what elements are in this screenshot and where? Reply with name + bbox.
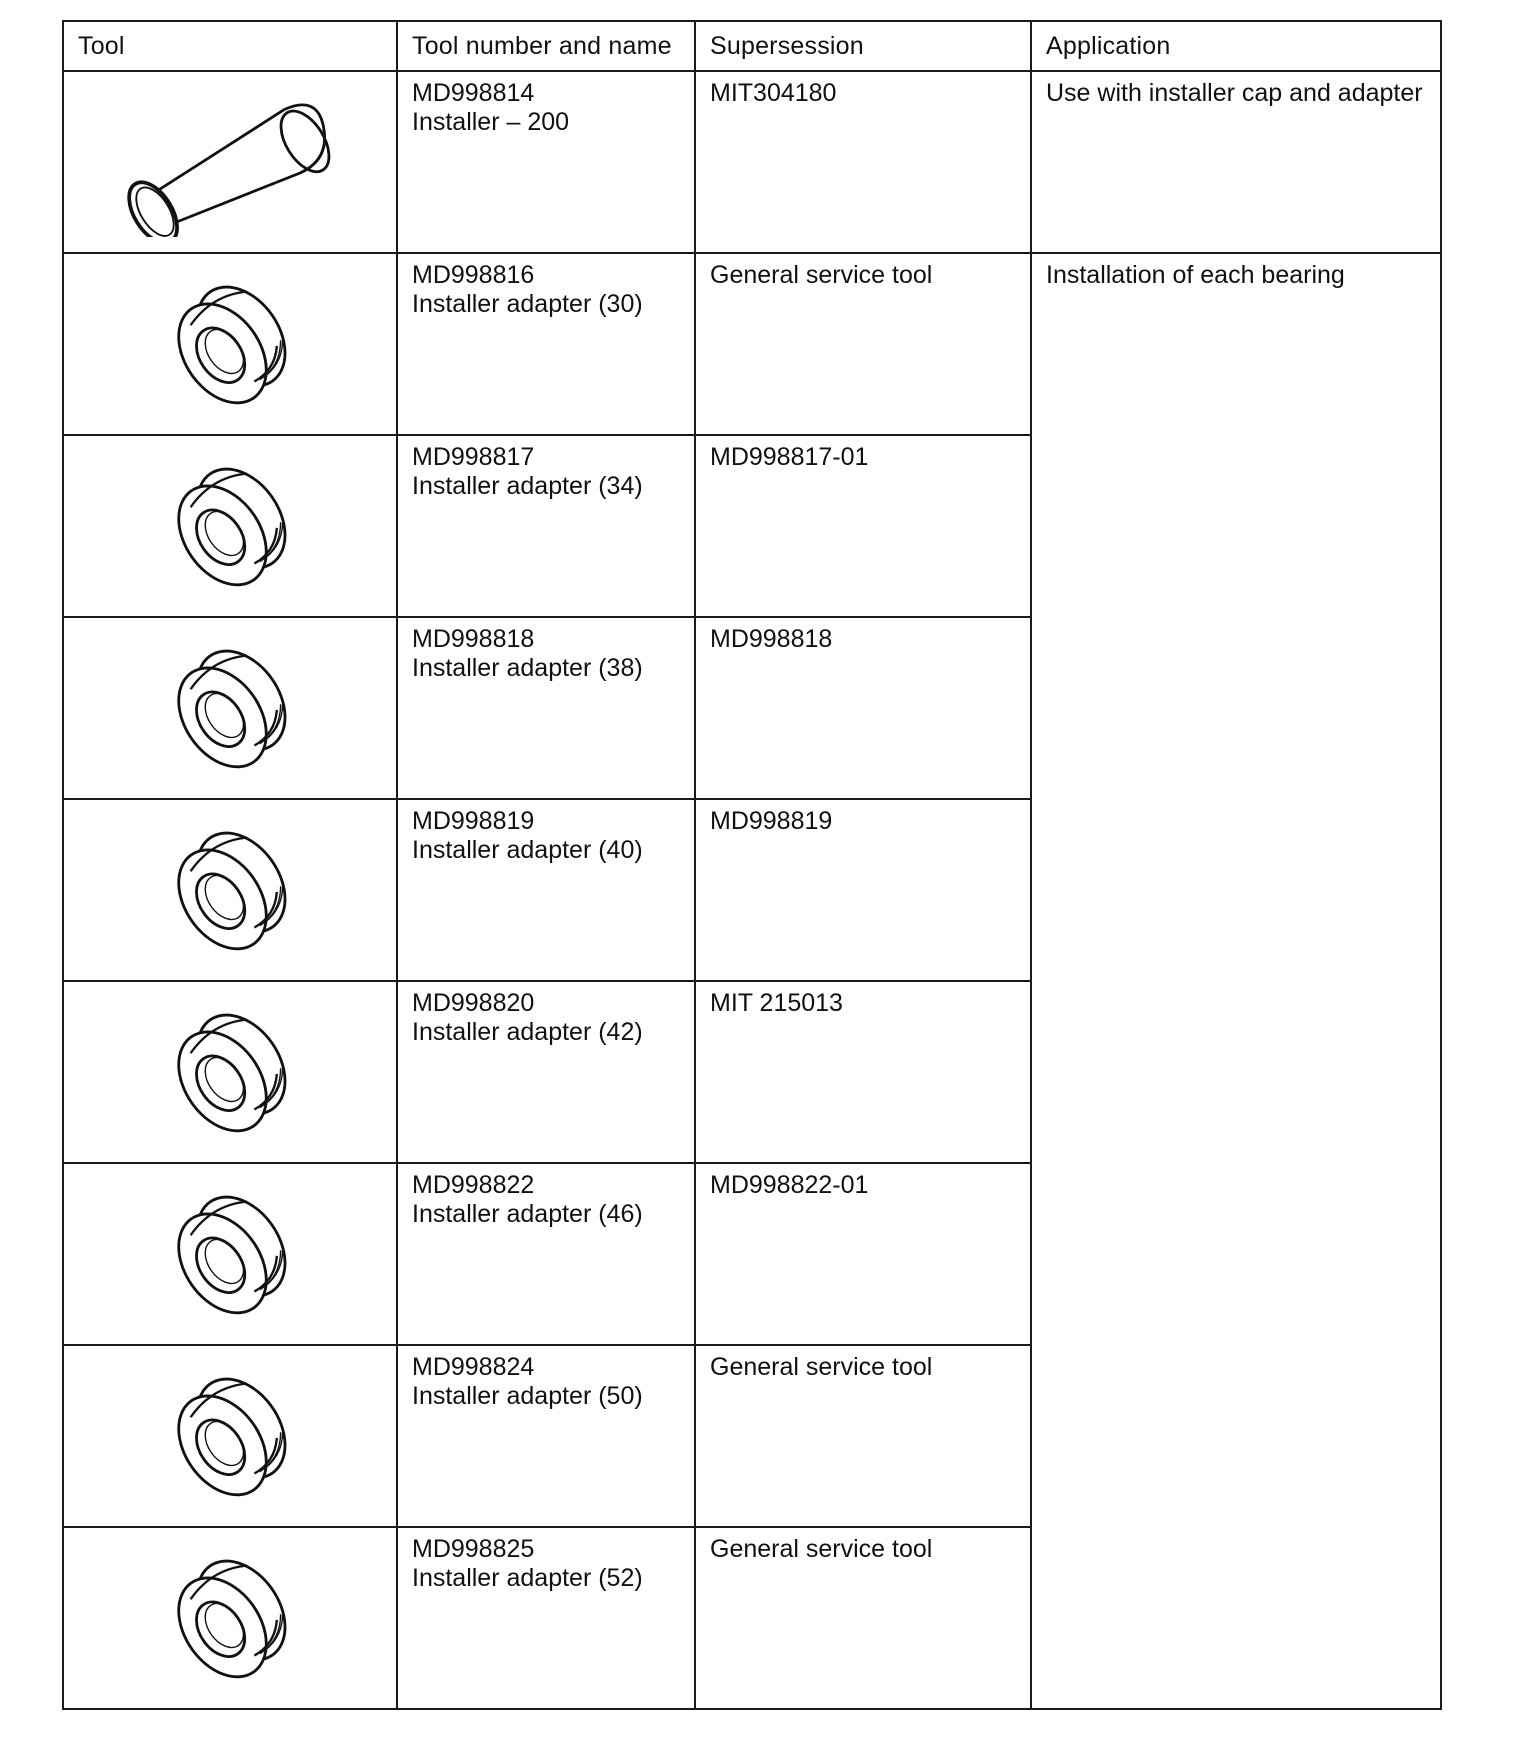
header-supersession: Supersession — [695, 21, 1031, 71]
supersession-cell: MD998822-01 — [695, 1163, 1031, 1345]
application-cell: Installation of each bearing — [1031, 253, 1441, 1709]
tool-illustration-cell — [63, 1163, 397, 1345]
table-row — [63, 253, 1441, 435]
special-tools-table — [62, 20, 1442, 1710]
tool-number: MD998822 — [412, 1171, 535, 1199]
installer-cylinder-icon — [115, 87, 345, 237]
tool-number-and-name-cell — [397, 617, 695, 799]
tool-name: Installer adapter (46) — [412, 1200, 643, 1228]
tool-number-and-name-cell — [397, 1163, 695, 1345]
tool-illustration-cell — [63, 1527, 397, 1709]
installer-adapter-ring-icon — [155, 1179, 305, 1329]
tool-illustration-cell — [63, 981, 397, 1163]
tool-illustration-cell — [63, 617, 397, 799]
supersession-cell: MD998819 — [695, 799, 1031, 981]
tool-number: MD998814 — [412, 79, 535, 107]
tool-name: Installer adapter (34) — [412, 472, 643, 500]
tool-illustration-cell — [63, 435, 397, 617]
tool-name: Installer adapter (52) — [412, 1564, 643, 1592]
tool-number-and-name-cell — [397, 253, 695, 435]
tool-number-and-name-cell — [397, 435, 695, 617]
tool-illustration-cell — [63, 1345, 397, 1527]
header-tool-number-and-name: Tool number and name — [397, 21, 695, 71]
installer-adapter-ring-icon — [155, 269, 305, 419]
special-tools-sheet — [62, 20, 1440, 1710]
installer-adapter-ring-icon — [155, 815, 305, 965]
supersession-cell: MD998817-01 — [695, 435, 1031, 617]
tool-number: MD998816 — [412, 261, 535, 289]
installer-adapter-ring-icon — [155, 1543, 305, 1693]
tool-number: MD998825 — [412, 1535, 535, 1563]
tool-number: MD998817 — [412, 443, 535, 471]
tool-number-and-name-cell — [397, 1345, 695, 1527]
supersession-cell: MIT304180 — [695, 71, 1031, 253]
application-cell: Use with installer cap and adapter — [1031, 71, 1441, 253]
tool-name: Installer adapter (42) — [412, 1018, 643, 1046]
tool-name: Installer adapter (38) — [412, 654, 643, 682]
tool-number-and-name-cell — [397, 71, 695, 253]
tool-number: MD998819 — [412, 807, 535, 835]
table-row — [63, 71, 1441, 253]
supersession-cell: General service tool — [695, 1345, 1031, 1527]
supersession-cell: MIT 215013 — [695, 981, 1031, 1163]
table-header-row — [63, 21, 1441, 71]
installer-adapter-ring-icon — [155, 451, 305, 601]
tool-name: Installer adapter (40) — [412, 836, 643, 864]
installer-adapter-ring-icon — [155, 997, 305, 1147]
tool-number: MD998818 — [412, 625, 535, 653]
tool-name: Installer adapter (30) — [412, 290, 643, 318]
tool-number-and-name-cell — [397, 799, 695, 981]
header-application: Application — [1031, 21, 1441, 71]
supersession-cell: General service tool — [695, 253, 1031, 435]
tool-number: MD998820 — [412, 989, 535, 1017]
installer-adapter-ring-icon — [155, 1361, 305, 1511]
tool-number: MD998824 — [412, 1353, 535, 1381]
installer-adapter-ring-icon — [155, 633, 305, 783]
header-tool: Tool — [63, 21, 397, 71]
supersession-cell: General service tool — [695, 1527, 1031, 1709]
tool-illustration-cell — [63, 253, 397, 435]
tool-number-and-name-cell — [397, 981, 695, 1163]
tool-number-and-name-cell — [397, 1527, 695, 1709]
tool-illustration-cell — [63, 799, 397, 981]
tool-name: Installer – 200 — [412, 108, 570, 136]
supersession-cell: MD998818 — [695, 617, 1031, 799]
tool-name: Installer adapter (50) — [412, 1382, 643, 1410]
tool-illustration-cell — [63, 71, 397, 253]
